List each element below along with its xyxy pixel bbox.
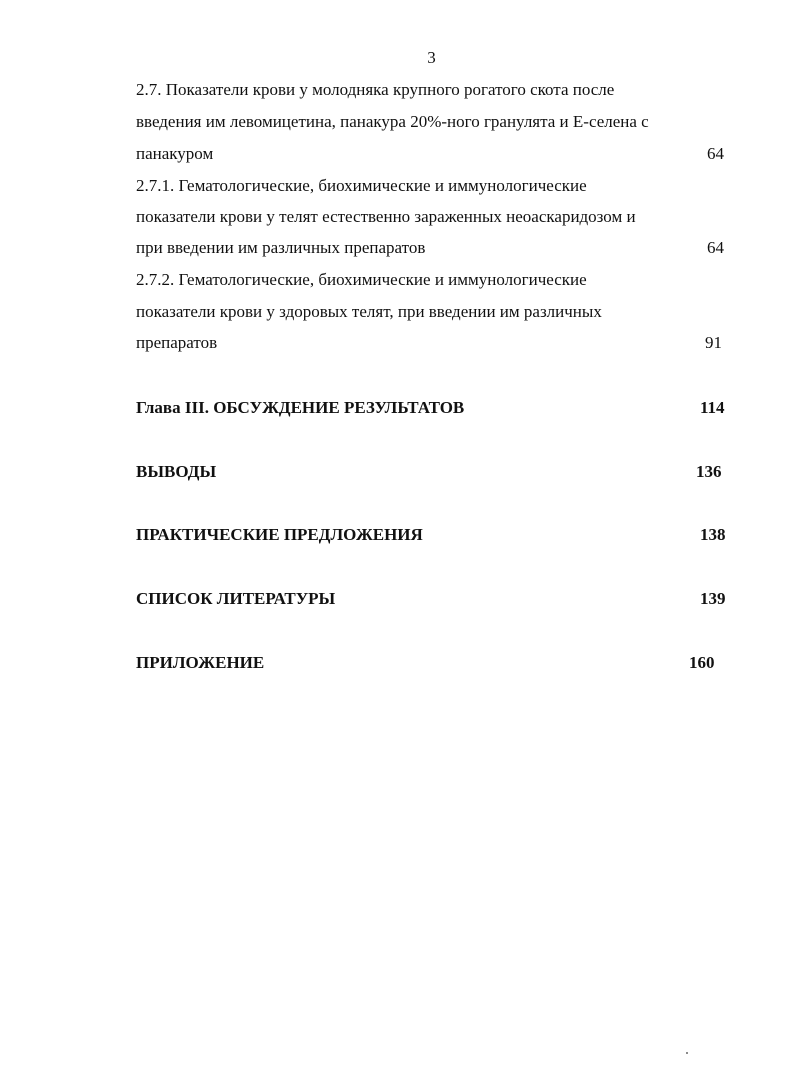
toc-chapter-title: СПИСОК ЛИТЕРАТУРЫ bbox=[136, 589, 336, 608]
toc-chapter-page: 160 bbox=[689, 653, 715, 672]
toc-entry-line: показатели крови у телят естественно зараженных неоаскаридозом и bbox=[136, 207, 636, 226]
toc-chapter-title: ВЫВОДЫ bbox=[136, 462, 217, 481]
toc-chapter-title: Глава III. ОБСУЖДЕНИЕ РЕЗУЛЬТАТОВ bbox=[136, 398, 465, 417]
toc-entry-page: 64 bbox=[707, 144, 724, 163]
page-number: 3 bbox=[427, 48, 436, 67]
toc-chapter-page: 136 bbox=[696, 462, 722, 481]
toc-chapter-page: 139 bbox=[700, 589, 726, 608]
toc-entry-line: 2.7. Показатели крови у молодняка крупного рогатого скота после bbox=[136, 80, 615, 99]
toc-entry-line: панакуром bbox=[136, 144, 214, 163]
toc-chapter-title: ПРИЛОЖЕНИЕ bbox=[136, 653, 265, 672]
toc-entry-line: 2.7.2. Гематологические, биохимические и иммунологические bbox=[136, 270, 587, 289]
toc-entry-page: 64 bbox=[707, 238, 724, 257]
toc-entry-line: препаратов bbox=[136, 333, 218, 352]
scan-speck bbox=[686, 1052, 688, 1054]
toc-entry-line: показатели крови у здоровых телят, при введении им различных bbox=[136, 302, 602, 321]
toc-entry-page: 91 bbox=[705, 333, 722, 352]
toc-chapter-title: ПРАКТИЧЕСКИЕ ПРЕДЛОЖЕНИЯ bbox=[136, 525, 423, 544]
toc-entry-line: при введении им различных препаратов bbox=[136, 238, 426, 257]
toc-entry-line: 2.7.1. Гематологические, биохимические и иммунологические bbox=[136, 176, 587, 195]
toc-chapter-page: 114 bbox=[700, 398, 725, 417]
toc-entry-line: введения им левомицетина, панакура 20%-ного гранулята и Е-селена с bbox=[136, 112, 649, 131]
toc-chapter-page: 138 bbox=[700, 525, 726, 544]
